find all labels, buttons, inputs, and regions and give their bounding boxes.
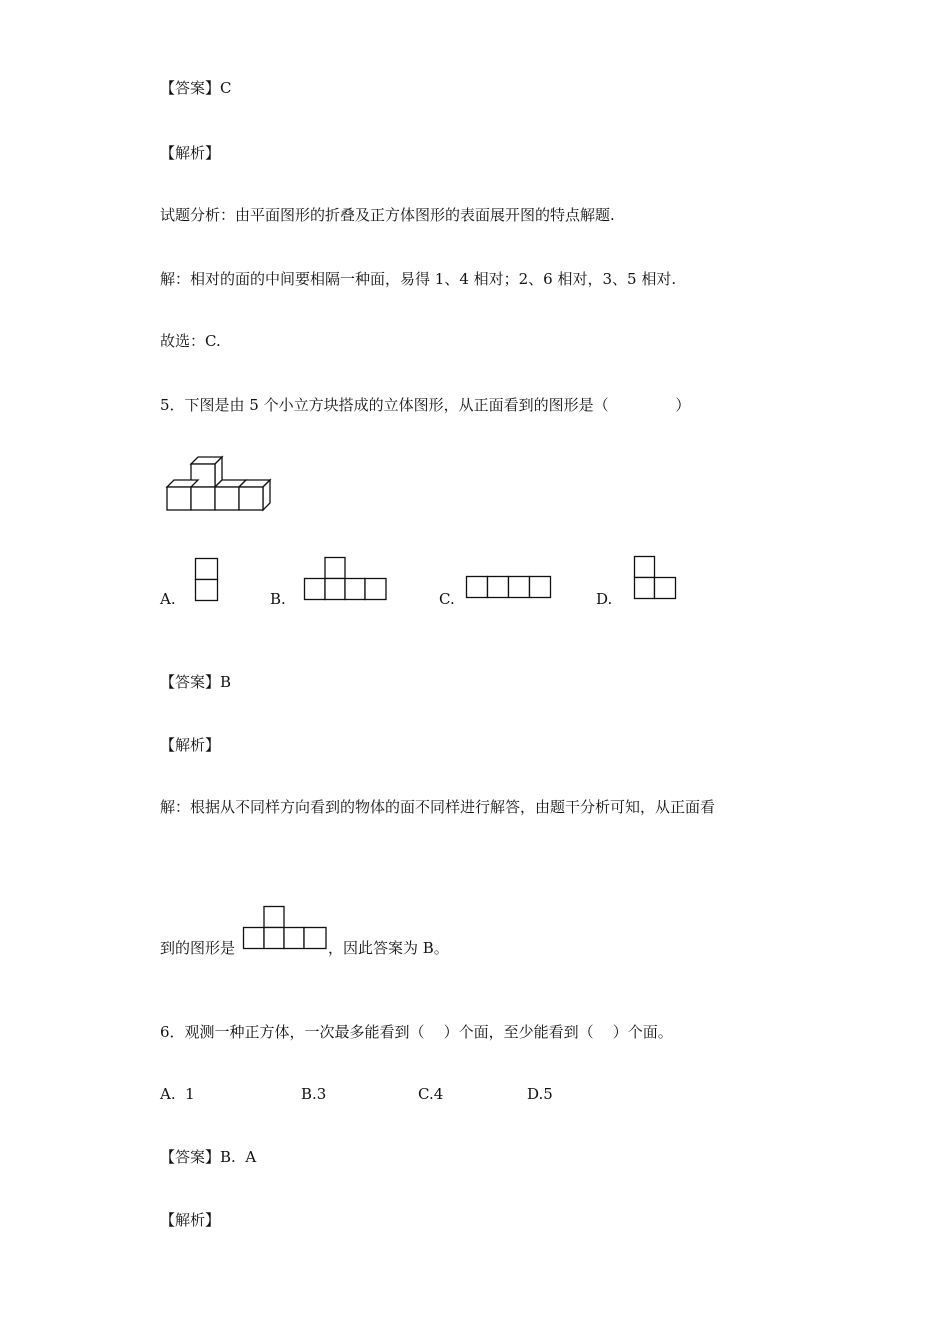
q5-option-d-figure <box>634 556 678 601</box>
q5-option-b-figure <box>304 557 388 602</box>
q4-analysis-line-2: 解：相对的面的中间要相隔一种面，易得 1、4 相对；2、6 相对，3、5 相对. <box>160 270 677 288</box>
q5-cube-figure <box>160 450 280 520</box>
q4-analysis-heading: 【解析】 <box>160 144 221 162</box>
q5-question: 5．下图是由 5 个小立方块搭成的立体图形，从正面看到的图形是（ ） <box>160 396 691 414</box>
q5-analysis-line-1: 解：根据从不同样方向看到的物体的面不同样进行解答，由题干分析可知，从正面看 <box>160 798 716 816</box>
q5-option-b-label: B. <box>270 590 286 608</box>
q6-option-a: A. 1 <box>160 1085 195 1103</box>
q5-analysis-line-2-end: ，因此答案为 B。 <box>328 939 449 957</box>
q5-inline-answer-figure <box>243 906 329 951</box>
q6-analysis-heading: 【解析】 <box>160 1211 221 1229</box>
q5-option-a-label: A. <box>160 590 176 608</box>
q5-option-c-figure <box>466 576 552 600</box>
q6-option-c: C.4 <box>418 1085 444 1103</box>
q6-option-b: B.3 <box>301 1085 327 1103</box>
q6-answer: 【答案】B. A <box>160 1148 257 1166</box>
q4-analysis-line-3: 故选：C. <box>160 332 221 350</box>
q6-question: 6．观测一种正方体，一次最多能看到（ ）个面，至少能看到（ ）个面。 <box>160 1023 673 1041</box>
q5-option-d-label: D. <box>596 590 613 608</box>
q6-option-d: D.5 <box>527 1085 553 1103</box>
q5-option-c-label: C. <box>439 590 455 608</box>
q5-answer: 【答案】B <box>160 673 232 691</box>
q4-analysis-line-1: 试题分析：由平面图形的折叠及正方体图形的表面展开图的特点解题. <box>160 206 615 224</box>
q4-answer: 【答案】C <box>160 79 232 97</box>
q5-analysis-line-2-start: 到的图形是 <box>160 939 236 957</box>
q5-analysis-heading: 【解析】 <box>160 736 221 754</box>
q5-option-a-figure <box>195 558 219 604</box>
